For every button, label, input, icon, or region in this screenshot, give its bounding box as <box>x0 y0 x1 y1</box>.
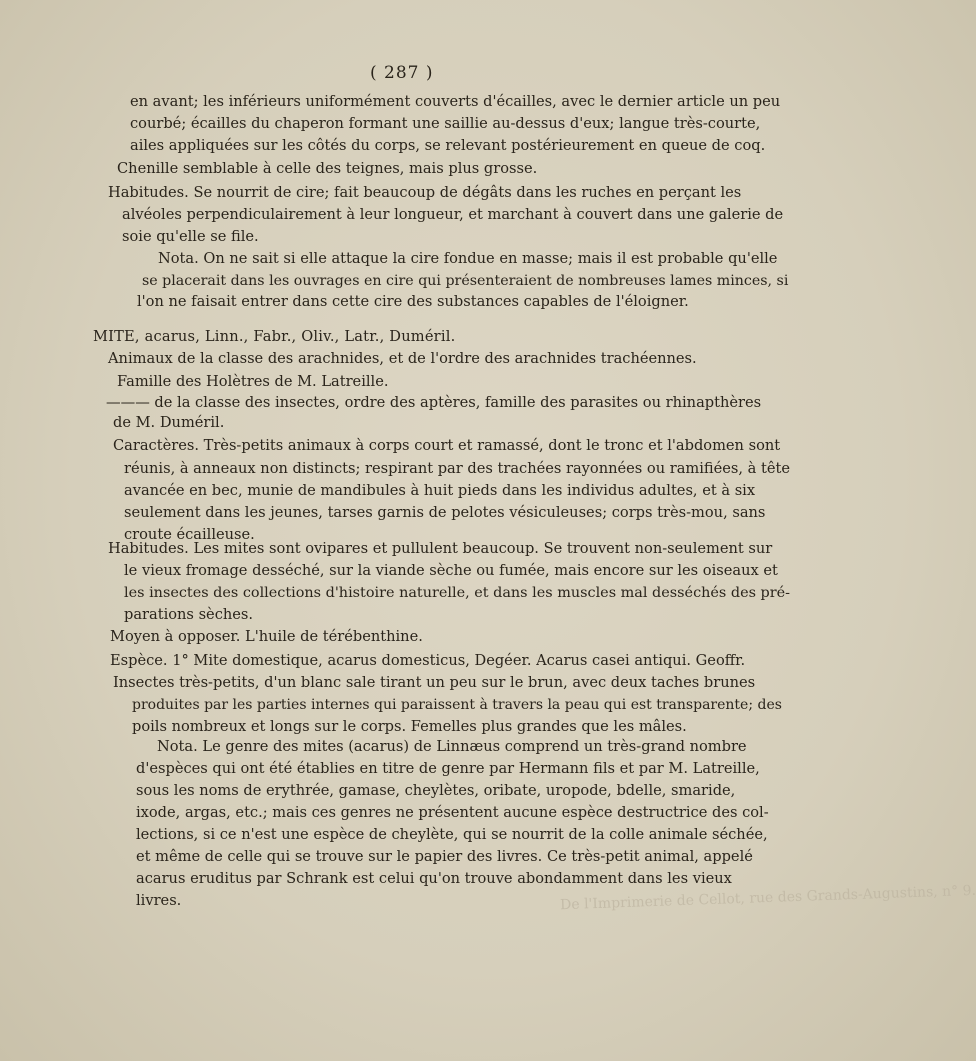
text-line: les insectes des collections d'histoire naturelle, et dans les muscles mal desséchés des pré- <box>124 585 791 601</box>
text-line: d'espèces qui ont été établies en titre de genre par Hermann fils et par M. Latreille, <box>136 760 760 777</box>
text-line: Animaux de la classe des arachnides, et de l'ordre des arachnides trachéennes. <box>108 350 697 367</box>
text-line: Caractères. Très-petits animaux à corps court et ramassé, dont le tronc et l'abdomen sont <box>113 437 781 454</box>
text-line: avancée en bec, munie de mandibules à huit pieds dans les individus adultes, et à six <box>124 482 756 499</box>
text-line: sous les noms de erythrée, gamase, cheylètes, oribate, uropode, bdelle, smaride, <box>136 782 736 799</box>
text-line: seulement dans les jeunes, tarses garnis de pelotes vésiculeuses; corps très-mou, sans <box>124 504 766 521</box>
text-line: produites par les parties internes qui paraissent à travers la peau qui est transparente; des <box>132 697 782 713</box>
text-line: Nota. Le genre des mites (acarus) de Linnæus comprend un très-grand nombre <box>157 738 747 755</box>
text-line: poils nombreux et longs sur le corps. Femelles plus grandes que les mâles. <box>132 718 687 735</box>
text-line: parations sèches. <box>124 606 254 623</box>
text-line: croute écailleuse. <box>124 526 255 543</box>
text-line: soie qu'elle se file. <box>122 228 259 245</box>
text-line: ailes appliquées sur les côtés du corps, se relevant postérieurement en queue de coq. <box>130 137 766 154</box>
text-line: alvéoles perpendiculairement à leur longueur, et marchant à couvert dans une galerie de <box>122 206 784 223</box>
text-line: acarus eruditus par Schrank est celui qu'on trouve abondamment dans les vieux <box>136 870 732 887</box>
text-line: Insectes très-petits, d'un blanc sale tirant un peu sur le brun, avec deux taches brunes <box>113 674 756 691</box>
text-line: et même de celle qui se trouve sur le papier des livres. Ce très-petit animal, appelé <box>136 848 753 865</box>
text-line: Moyen à opposer. L'huile de térébenthine. <box>110 628 423 645</box>
text-line: Chenille semblable à celle des teignes, mais plus grosse. <box>117 160 538 177</box>
text-line: se placerait dans les ouvrages en cire qui présenteraient de nombreuses lames minces, si <box>142 273 789 289</box>
text-line: ixode, argas, etc.; mais ces genres ne présentent aucune espèce destructrice des col- <box>136 804 769 821</box>
text-line: l'on ne faisait entrer dans cette cire des substances capables de l'éloigner. <box>137 293 689 310</box>
text-line: en avant; les inférieurs uniformément couverts d'écailles, avec le dernier article un peu <box>130 93 781 110</box>
section-heading: MITE, acarus, Linn., Fabr., Oliv., Latr., Duméril. <box>93 328 456 345</box>
text-line: livres. <box>136 892 182 909</box>
text-line: courbé; écailles du chaperon formant une saillie au-dessus d'eux; langue très-courte, <box>130 115 761 132</box>
text-line: de M. Duméril. <box>113 414 225 431</box>
text-line: le vieux fromage desséché, sur la viande sèche ou fumée, mais encore sur les oiseaux et <box>124 562 778 579</box>
text-line: Habitudes. Les mites sont ovipares et pullulent beaucoup. Se trouvent non-seulement sur <box>108 540 773 557</box>
text-line: Nota. On ne sait si elle attaque la cire fondue en masse; mais il est probable qu'elle <box>158 250 778 267</box>
text-line: Habitudes. Se nourrit de cire; fait beaucoup de dégâts dans les ruches en perçant les <box>108 184 742 201</box>
text-line: ——— de la classe des insectes, ordre des aptères, famille des parasites ou rhinapthères <box>106 394 762 411</box>
bleed-through-text: De l'Imprimerie de Cellot, rue des Grands-Augustins, n° 9. <box>559 882 976 914</box>
text-line: lections, si ce n'est une espèce de cheylète, qui se nourrit de la colle animale séchée, <box>136 826 768 843</box>
text-line: réunis, à anneaux non distincts; respirant par des trachées rayonnées ou ramifiées, à tête <box>124 460 791 477</box>
page-number: ( 287 ) <box>370 63 434 83</box>
text-line: Espèce. 1° Mite domestique, acarus domesticus, Degéer. Acarus casei antiqui. Geoffr. <box>110 652 746 669</box>
text-line: Famille des Holètres de M. Latreille. <box>117 373 389 390</box>
